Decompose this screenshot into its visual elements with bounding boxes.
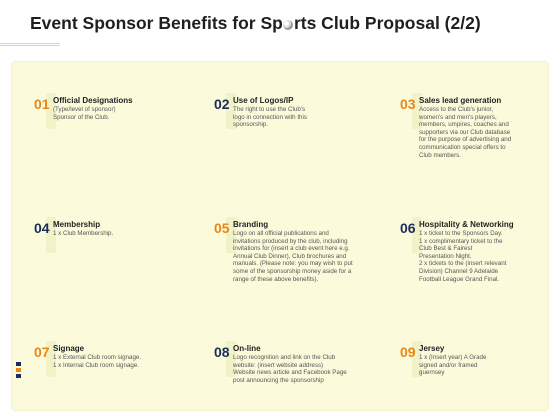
- side-color-marks: [16, 362, 22, 380]
- item-description: Logo recognition and link on the Club website: (insert website address) Website news article and Facebook Page post announcing the sponsorship: [233, 354, 347, 384]
- item-description: 1 x External Club room signage. 1 x Internal Club room signage.: [53, 354, 142, 369]
- item-heading: Sales lead generation: [419, 96, 502, 105]
- item-description: 1 x (Insert year) A Grade signed and/or framed guernsey: [419, 354, 487, 377]
- title-text-start: Event Sponsor Benefits for Sp: [30, 13, 283, 33]
- item-heading: Official Designations: [53, 96, 133, 105]
- item-number: 02: [214, 96, 230, 112]
- item-description: (Type/level of sponsor) Sponsor of the Club.: [53, 106, 116, 121]
- title-text-end: rts Club Proposal (2/2): [293, 13, 481, 33]
- item-number: 08: [214, 344, 230, 360]
- side-mark-navy-2: [16, 374, 21, 378]
- item-heading: Branding: [233, 220, 269, 229]
- item-number: 05: [214, 220, 230, 236]
- item-description: The right to use the Club's logo in connection with this sponsorship.: [233, 106, 307, 129]
- item-heading: Jersey: [419, 344, 445, 353]
- item-number: 03: [400, 96, 416, 112]
- item-number: 06: [400, 220, 416, 236]
- item-heading: Membership: [53, 220, 101, 229]
- item-description: 1 x Club Membership.: [53, 230, 114, 237]
- item-description: Access to the Club's junior, women's and men's players, members, umpires, coaches and supporters via our Club database for the purpose of advertising and communication special offers to Club members.: [419, 106, 512, 159]
- item-heading: Use of Logos/IP: [233, 96, 294, 105]
- title-accent-rule: [0, 43, 60, 47]
- item-number: 04: [34, 220, 50, 236]
- soccer-ball-icon: [283, 20, 293, 30]
- item-number: 01: [34, 96, 50, 112]
- item-number: 09: [400, 344, 416, 360]
- item-heading: On-line: [233, 344, 261, 353]
- item-number: 07: [34, 344, 50, 360]
- page-title: [30, 13, 481, 34]
- item-heading: Hospitality & Networking: [419, 220, 514, 229]
- item-description: Logo on all official publications and invitations produced by the club, including invitations for (insert a club event here e.g. Annual Club Dinner), Club brochures and manuals. (Please note: you may wish to put some of the sponsorship money aside for a range of these above benefits).: [233, 230, 353, 283]
- item-description: 1 x ticket to the Sponsors Day. 1 x complimentary ticket to the Club Best & Fairest Presentation Night. 2 x tickets to the (insert relevant Division) Channel 9 Adelaide Football League Grand Final.: [419, 230, 507, 283]
- side-mark-orange: [16, 368, 21, 372]
- item-heading: Signage: [53, 344, 85, 353]
- side-mark-navy: [16, 362, 21, 366]
